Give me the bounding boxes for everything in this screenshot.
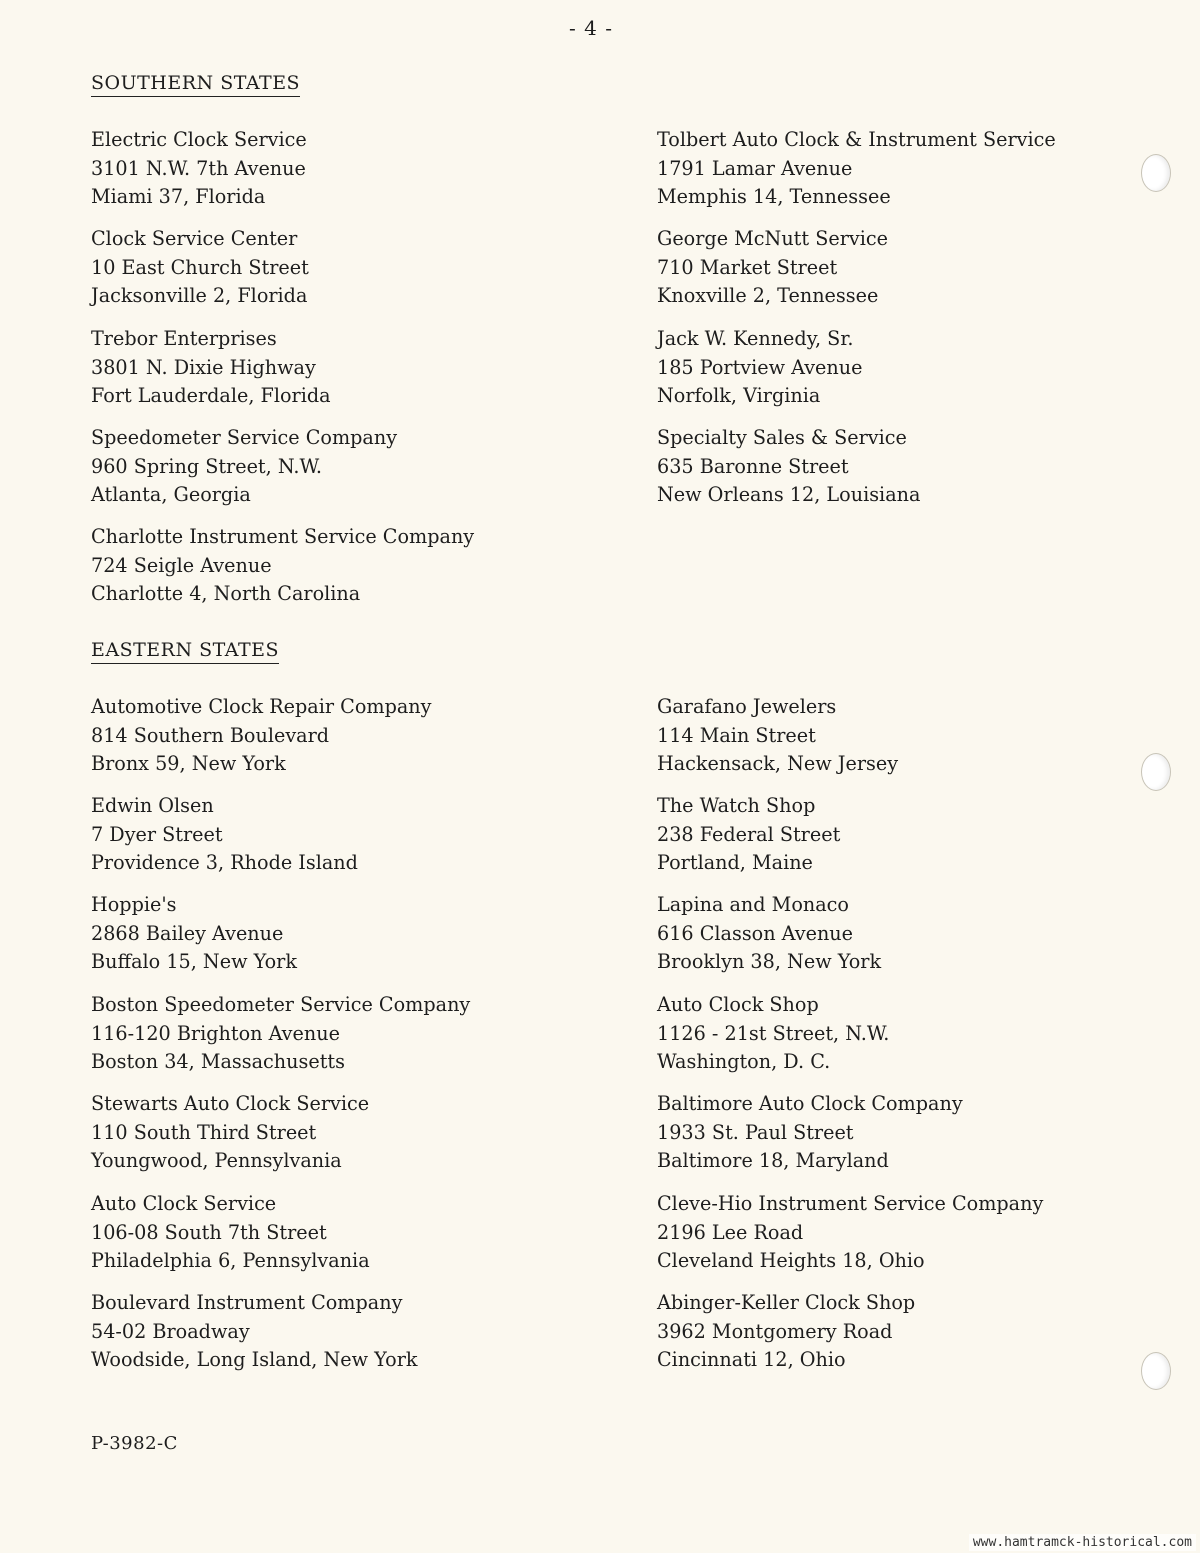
street-address: 2196 Lee Road [657, 1220, 804, 1244]
business-name: Clock Service Center [91, 227, 298, 250]
address-entry [657, 1190, 1137, 1276]
street-address: 10 East Church Street [91, 255, 309, 279]
address-entry [657, 792, 1137, 878]
eastern-states-heading: EASTERN STATES [91, 638, 279, 664]
business-name: Lapina and Monaco [657, 893, 849, 916]
address-entry [657, 1090, 1137, 1176]
street-address: 106-08 South 7th Street [91, 1220, 327, 1244]
street-address: 3962 Montgomery Road [657, 1319, 893, 1343]
address-entry [657, 991, 1137, 1077]
address-entry [91, 1090, 571, 1176]
city-state: Norfolk, Virginia [657, 384, 821, 407]
binder-hole [1141, 753, 1171, 791]
business-name: Edwin Olsen [91, 794, 214, 817]
address-entry [657, 325, 1137, 411]
city-state: Jacksonville 2, Florida [91, 284, 308, 307]
street-address: 110 South Third Street [91, 1120, 317, 1144]
document-code: P-3982-C [91, 1433, 178, 1454]
business-name: Hoppie's [91, 893, 177, 916]
city-state: Brooklyn 38, New York [657, 950, 882, 973]
city-state: Boston 34, Massachusetts [91, 1050, 345, 1073]
street-address: 114 Main Street [657, 723, 816, 747]
business-name: Tolbert Auto Clock & Instrument Service [657, 128, 1056, 151]
street-address: 1933 St. Paul Street [657, 1120, 854, 1144]
street-address: 54-02 Broadway [91, 1319, 250, 1343]
business-name: Trebor Enterprises [91, 327, 277, 350]
street-address: 7 Dyer Street [91, 822, 223, 846]
address-entry [91, 1190, 571, 1276]
business-name: George McNutt Service [657, 227, 888, 250]
business-name: Cleve-Hio Instrument Service Company [657, 1192, 1044, 1215]
business-name: Speedometer Service Company [91, 426, 398, 449]
street-address: 116-120 Brighton Avenue [91, 1021, 340, 1045]
street-address: 2868 Bailey Avenue [91, 921, 284, 945]
business-name: Baltimore Auto Clock Company [657, 1092, 963, 1115]
street-address: 635 Baronne Street [657, 454, 849, 478]
street-address: 616 Classon Avenue [657, 921, 854, 945]
page-number: - 4 - [569, 16, 613, 40]
street-address: 960 Spring Street, N.W. [91, 454, 322, 478]
city-state: Youngwood, Pennsylvania [91, 1149, 342, 1172]
address-entry [657, 1289, 1137, 1375]
city-state: Woodside, Long Island, New York [91, 1348, 418, 1371]
city-state: Washington, D. C. [657, 1050, 831, 1073]
street-address: 724 Seigle Avenue [91, 553, 272, 577]
address-entry [91, 225, 571, 311]
city-state: Knoxville 2, Tennessee [657, 284, 879, 307]
address-entry [91, 126, 571, 212]
address-entry [91, 424, 571, 510]
binder-hole [1141, 1352, 1171, 1390]
street-address: 710 Market Street [657, 255, 838, 279]
business-name: Stewarts Auto Clock Service [91, 1092, 370, 1115]
business-name: Garafano Jewelers [657, 695, 837, 718]
address-entry [657, 693, 1137, 779]
address-entry [91, 523, 571, 609]
city-state: Atlanta, Georgia [91, 483, 251, 506]
street-address: 1126 - 21st Street, N.W. [657, 1021, 890, 1045]
street-address: 185 Portview Avenue [657, 355, 863, 379]
business-name: Charlotte Instrument Service Company [91, 525, 475, 548]
city-state: Baltimore 18, Maryland [657, 1149, 889, 1172]
address-entry [91, 325, 571, 411]
city-state: Philadelphia 6, Pennsylvania [91, 1249, 370, 1272]
street-address: 1791 Lamar Avenue [657, 156, 853, 180]
city-state: Bronx 59, New York [91, 752, 286, 775]
city-state: Hackensack, New Jersey [657, 752, 899, 775]
southern-states-heading: SOUTHERN STATES [91, 71, 300, 97]
city-state: Providence 3, Rhode Island [91, 851, 358, 874]
address-entry [657, 225, 1137, 311]
street-address: 238 Federal Street [657, 822, 841, 846]
city-state: Miami 37, Florida [91, 185, 266, 208]
city-state: New Orleans 12, Louisiana [657, 483, 921, 506]
business-name: Electric Clock Service [91, 128, 307, 151]
address-entry [657, 424, 1137, 510]
business-name: Auto Clock Shop [657, 993, 819, 1016]
business-name: Boulevard Instrument Company [91, 1291, 403, 1314]
address-entry [657, 891, 1137, 977]
business-name: Abinger-Keller Clock Shop [657, 1291, 916, 1314]
address-entry [91, 693, 571, 779]
business-name: Automotive Clock Repair Company [91, 695, 432, 718]
address-entry [657, 126, 1137, 212]
city-state: Cincinnati 12, Ohio [657, 1348, 846, 1371]
city-state: Buffalo 15, New York [91, 950, 297, 973]
business-name: The Watch Shop [657, 794, 816, 817]
business-name: Boston Speedometer Service Company [91, 993, 471, 1016]
street-address: 3101 N.W. 7th Avenue [91, 156, 306, 180]
city-state: Memphis 14, Tennessee [657, 185, 891, 208]
address-entry [91, 991, 571, 1077]
watermark-url: www.hamtramck-historical.com [969, 1534, 1196, 1551]
business-name: Auto Clock Service [91, 1192, 277, 1215]
city-state: Portland, Maine [657, 851, 813, 874]
business-name: Specialty Sales & Service [657, 426, 907, 449]
city-state: Charlotte 4, North Carolina [91, 582, 361, 605]
street-address: 814 Southern Boulevard [91, 723, 330, 747]
street-address: 3801 N. Dixie Highway [91, 355, 316, 379]
city-state: Cleveland Heights 18, Ohio [657, 1249, 925, 1272]
address-entry [91, 792, 571, 878]
city-state: Fort Lauderdale, Florida [91, 384, 331, 407]
business-name: Jack W. Kennedy, Sr. [657, 327, 854, 350]
address-entry [91, 891, 571, 977]
binder-hole [1141, 154, 1171, 192]
address-entry [91, 1289, 571, 1375]
